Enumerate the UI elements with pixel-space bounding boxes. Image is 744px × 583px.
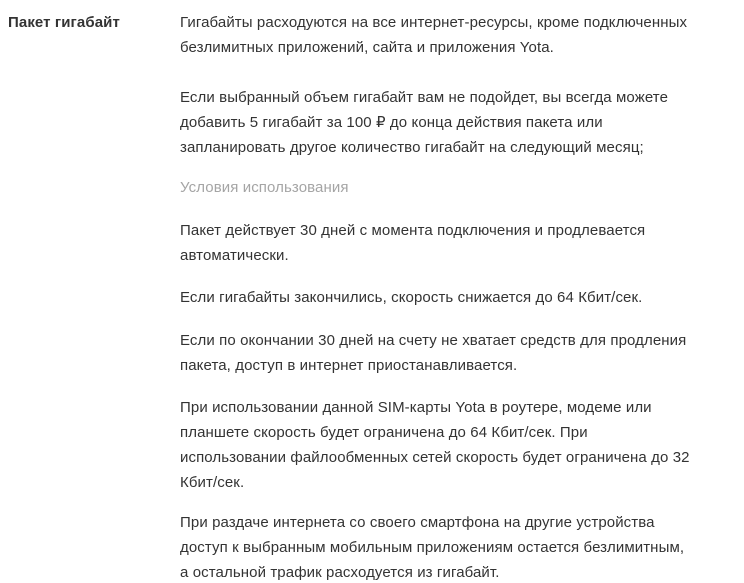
paragraph-speed-after-limit: Если гигабайты закончились, скорость снижается до 64 Кбит/сек.	[180, 289, 643, 306]
paragraph-gigabytes-usage: Гигабайты расходуются на все интернет-ресурсы, кроме подключенных безлимитных приложений, сайта и приложения Yota.	[180, 14, 688, 56]
paragraph-insufficient-funds: Если по окончании 30 дней на счету не хватает средств для продления пакета, доступ в интернет приостанавливается.	[180, 332, 687, 374]
paragraph-sim-in-other-devices: При использовании данной SIM-карты Yota в роутере, модеме или планшете скорость будет ограничена до 64 Кбит/сек. При использовании файлообменных сетей скорость будет ограничена до 32 Кбит/сек.	[180, 399, 690, 491]
row-label: Пакет гигабайт	[8, 14, 120, 31]
paragraph-add-gigabytes: Если выбранный объем гигабайт вам не подойдет, вы всегда можете добавить 5 гигабайт за 100 ₽ до конца действия пакета или запланировать другое количество гигабайт на следующий месяц;	[180, 89, 669, 156]
term-column	[0, 10, 180, 35]
definition-column	[180, 10, 708, 583]
paragraph-tethering: При раздаче интернета со своего смартфона на другие устройства доступ к выбранным мобильным приложениям остается безлимитным, а остальной трафик расходуется из гигабайт.	[180, 514, 685, 581]
section-label-usage-terms: Условия использования	[180, 179, 349, 196]
paragraph-package-duration: Пакет действует 30 дней с момента подключения и продлевается автоматически.	[180, 222, 646, 264]
